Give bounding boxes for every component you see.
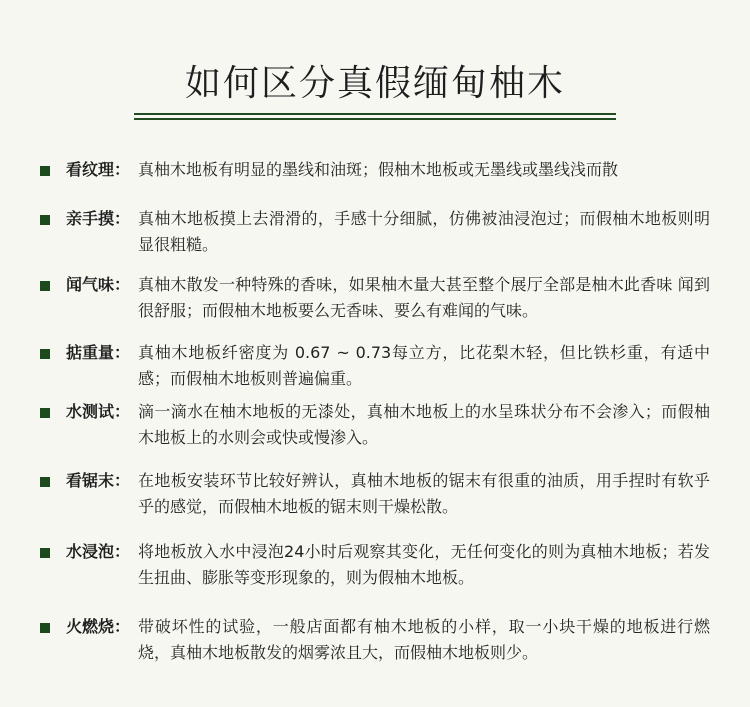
tip-label: 看锯末： xyxy=(66,471,131,490)
title-underline-top xyxy=(134,113,616,115)
square-bullet-icon xyxy=(40,477,50,487)
tip-label: 水浸泡： xyxy=(66,542,131,561)
tip-text: 滴一滴水在柚木地板的无漆处，真柚木地板上的水呈珠状分布不会渗入；而假柚木地板上的水则会或快或慢渗入。 xyxy=(138,402,710,447)
tip-label: 闻气味： xyxy=(66,275,131,294)
square-bullet-icon xyxy=(40,349,50,359)
tip-label: 亲手摸： xyxy=(66,209,131,228)
tip-text: 带破坏性的试验，一般店面都有柚木地板的小样，取一小块干燥的地板进行燃烧，真柚木地板散发的烟雾浓且大，而假柚木地板则少。 xyxy=(138,617,710,662)
square-bullet-icon xyxy=(40,623,50,633)
square-bullet-icon xyxy=(40,408,50,418)
title-block xyxy=(0,62,750,106)
title-underline-bottom xyxy=(134,118,616,120)
square-bullet-icon xyxy=(40,548,50,558)
tip-label: 水测试： xyxy=(66,402,131,421)
tip-text: 将地板放入水中浸泡24小时后观察其变化，无任何变化的则为真柚木地板；若发生扭曲、膨胀等变形现象的，则为假柚木地板。 xyxy=(138,542,710,587)
square-bullet-icon xyxy=(40,166,50,176)
square-bullet-icon xyxy=(40,281,50,291)
square-bullet-icon xyxy=(40,215,50,225)
tip-text: 真柚木散发一种特殊的香味，如果柚木量大甚至整个展厅全部是柚木此香味 闻到很舒服；而假柚木地板要么无香味、要么有难闻的气味。 xyxy=(138,275,710,320)
tip-text: 真柚木地板摸上去滑滑的，手感十分细腻，仿佛被油浸泡过；而假柚木地板则明显很粗糙。 xyxy=(138,209,710,254)
tip-label: 掂重量： xyxy=(66,343,131,362)
tip-label: 看纹理： xyxy=(66,160,131,179)
tip-text: 在地板安装环节比较好辨认，真柚木地板的锯末有很重的油质，用手捏时有软乎乎的感觉，而假柚木地板的锯末则干燥松散。 xyxy=(138,471,710,516)
page-title: 如何区分真假缅甸柚木 xyxy=(184,63,565,104)
tip-text: 真柚木地板纤密度为 0.67 ~ 0.73每立方，比花梨木轻，但比铁杉重，有适中感；而假柚木地板则普遍偏重。 xyxy=(138,343,710,388)
tip-text: 真柚木地板有明显的墨线和油斑；假柚木地板或无墨线或墨线浅而散 xyxy=(138,160,619,179)
tip-label: 火燃烧： xyxy=(66,617,131,636)
